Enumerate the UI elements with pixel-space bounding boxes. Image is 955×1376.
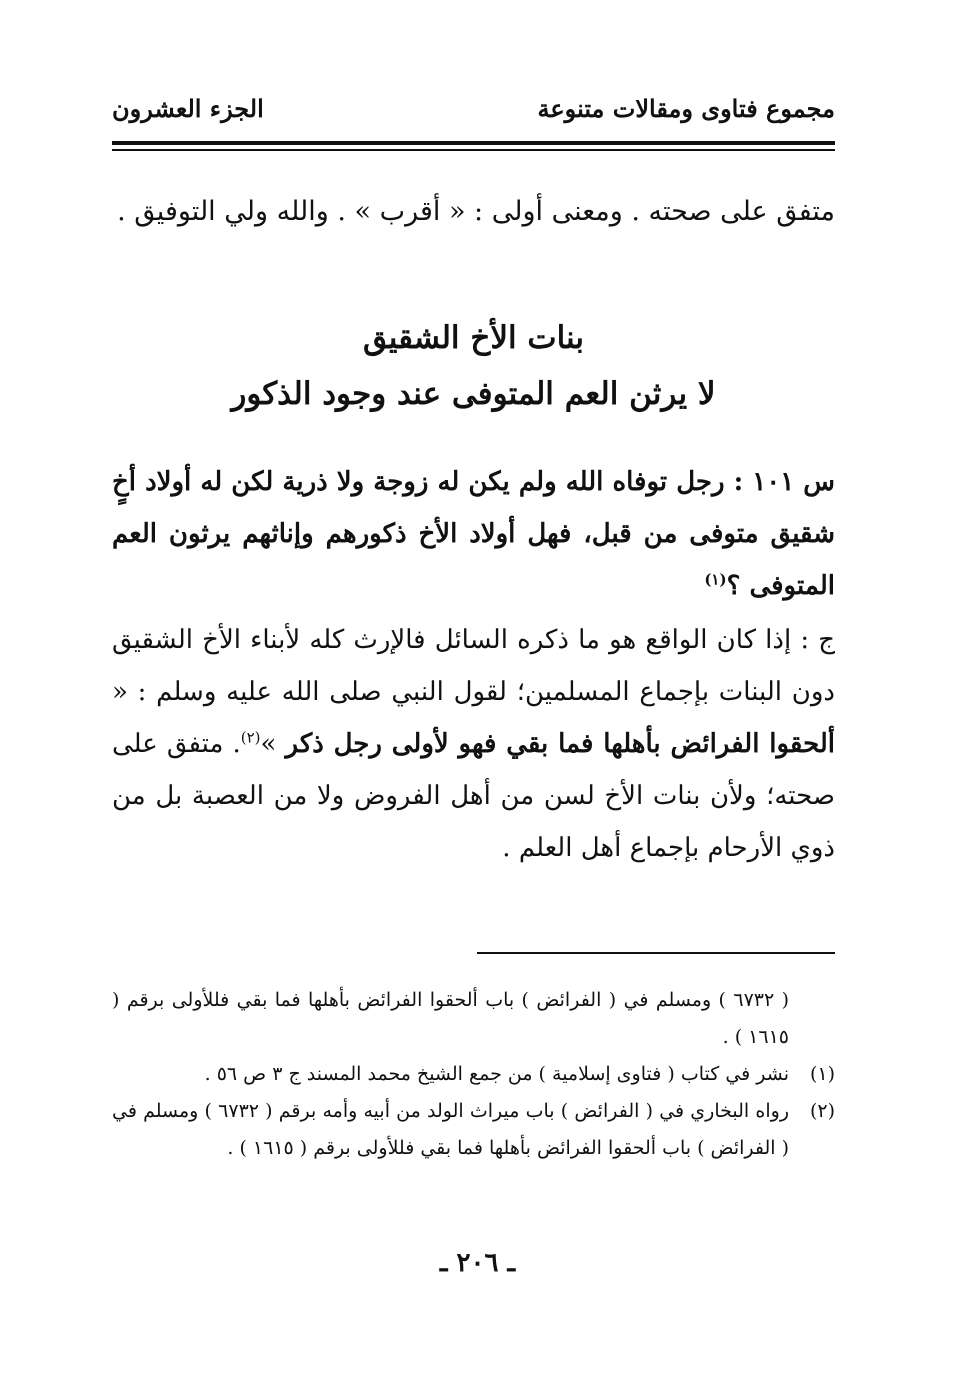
footnote-text: نشر في كتاب ( فتاوى إسلامية ) من جمع الشيخ محمد المسند ج ٣ ص ٥٦ . — [204, 1063, 789, 1085]
question-text: س ١٠١ : رجل توفاه الله ولم يكن له زوجة ولا ذرية لكن له أولاد أخٍ شقيق متوفى من قبل، فهل أولاد الأخ ذكورهم وإناثهم يرثون العم المتوفى ؟ — [112, 467, 836, 601]
footnote-number: (١) — [809, 1063, 835, 1085]
volume-label: الجزء العشرون — [112, 94, 264, 123]
footnotes — [112, 982, 835, 1167]
heading-line-2: لا يرثن العم المتوفى عند وجود الذكور — [231, 376, 716, 412]
answer-paragraph — [112, 614, 835, 874]
hadith-quote: ألحقوا الفرائض بأهلها فما بقي فهو لأولى رجل ذكر — [285, 729, 835, 759]
answer-part-1: ج : إذا كان الواقع هو ما ذكره السائل فالإرث كله لأبناء الأخ الشقيق دون البنات بإجماع المسلمين؛ لقول النبي صلى الله عليه وسلم : « — [112, 625, 835, 707]
heading-line-1: بنات الأخ الشقيق — [362, 320, 585, 356]
section-heading — [112, 310, 835, 422]
footnote-text: رواه البخاري في ( الفرائض ) باب ميراث الولد من أبيه وأمه برقم ( ٦٧٣٢ ) ومسلم في ( الفرائض ) باب ألحقوا الفرائض بأهلها فما بقي فللأولى برقم ( ١٦١٥ ) . — [112, 1100, 789, 1159]
footnote-item — [112, 1056, 835, 1093]
answer-footnote-ref: (٢) — [240, 728, 261, 747]
footnote-number: (٢) — [809, 1100, 835, 1122]
answer-part-3: . متفق على صحته؛ ولأن بنات الأخ لسن من أهل الفروض ولا من العصبة بل من ذوي الأرحام بإجماع أهل العلم . — [112, 729, 835, 863]
footnote-item — [112, 1093, 835, 1167]
page-number: ـ ٢٠٦ ـ — [439, 1248, 516, 1278]
header-rule-thick — [112, 141, 835, 145]
footnote-separator — [477, 952, 835, 954]
intro-paragraph: متفق على صحته . ومعنى أولى : « أقرب » . والله ولي التوفيق . — [117, 196, 835, 227]
question-paragraph — [112, 456, 835, 612]
question-footnote-ref: (١) — [704, 570, 727, 589]
book-title: مجموع فتاوى ومقالات متنوعة — [537, 94, 835, 123]
header-rule-thin — [112, 149, 835, 151]
footnote-continuation: ( ٦٧٣٢ ) ومسلم في ( الفرائض ) باب ألحقوا الفرائض بأهلها فما بقي فللأولى برقم ( ١٦١٥ ) . — [112, 989, 789, 1048]
running-header — [112, 94, 835, 138]
answer-part-2: » — [260, 729, 286, 759]
